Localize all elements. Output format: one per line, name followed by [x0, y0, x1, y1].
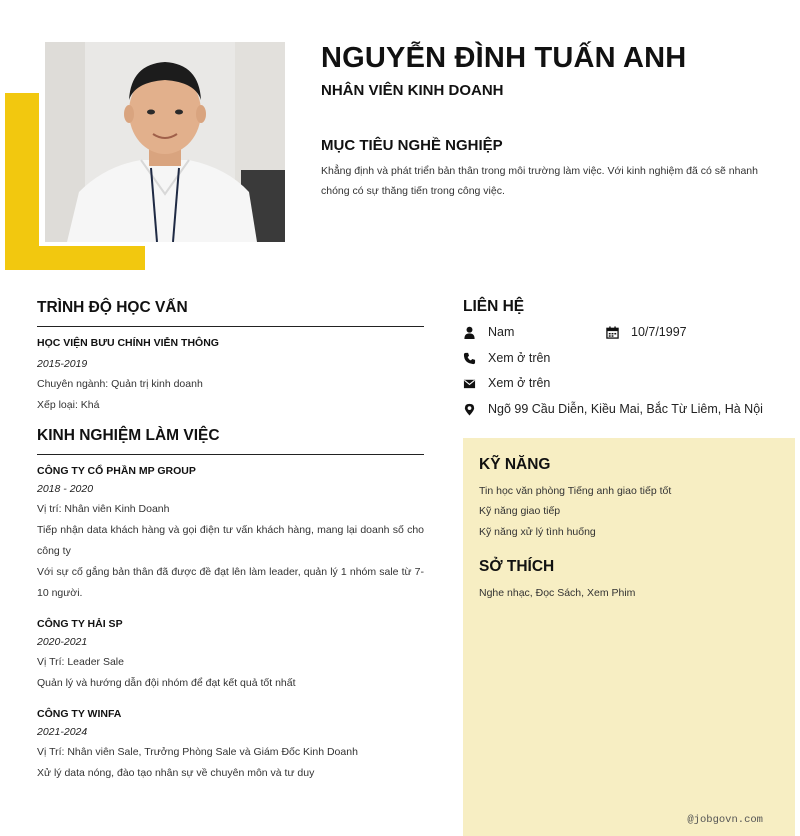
hobbies-heading: SỞ THÍCH	[479, 558, 555, 575]
gender-value: Nam	[488, 325, 515, 339]
education-section	[37, 299, 424, 317]
job-detail: Xử lý data nóng, đào tạo nhân sự về chuyên môn và tư duy	[37, 767, 315, 779]
education-grade: Xếp loại: Khá	[37, 399, 100, 411]
job-period: 2021-2024	[37, 726, 88, 738]
location-pin-icon	[463, 403, 476, 416]
skill-item: Kỹ năng xử lý tình huống	[479, 526, 596, 538]
job-title: NHÂN VIÊN KINH DOANH	[321, 82, 504, 99]
education-entry	[37, 335, 424, 416]
accent-bar-horizontal	[5, 246, 145, 270]
contact-gender	[463, 325, 514, 339]
address-value: Ngõ 99 Cầu Diễn, Kiều Mai, Bắc Từ Liêm, Hà Nội	[488, 402, 763, 416]
skills-hobbies-panel	[463, 438, 795, 836]
mail-icon	[463, 377, 476, 390]
contact-email	[463, 376, 550, 390]
job-company: CÔNG TY WINFA	[37, 708, 122, 720]
job-detail: Vị trí: Nhân viên Kinh Doanh	[37, 503, 170, 515]
education-heading: TRÌNH ĐỘ HỌC VẤN	[37, 299, 188, 316]
contact-birthday	[606, 325, 687, 339]
accent-bar-vertical	[5, 93, 39, 270]
contact-phone	[463, 351, 550, 365]
experience-job	[37, 616, 424, 694]
candidate-name: NGUYỄN ĐÌNH TUẤN ANH	[321, 42, 687, 74]
education-divider	[37, 326, 424, 327]
experience-divider	[37, 454, 424, 455]
job-detail: Vị Trí: Nhân viên Sale, Trưởng Phòng Sale và Giám Đốc Kinh Doanh	[37, 746, 358, 758]
calendar-icon	[606, 326, 619, 339]
objective-heading: MỤC TIÊU NGHỀ NGHIỆP	[321, 137, 503, 154]
experience-section	[37, 427, 424, 445]
contact-address	[463, 402, 763, 416]
education-years: 2015-2019	[37, 358, 88, 370]
job-detail: Vị Trí: Leader Sale	[37, 656, 124, 668]
phone-value[interactable]: Xem ở trên	[488, 351, 551, 365]
skill-item: Kỹ năng giao tiếp	[479, 505, 561, 517]
person-icon	[463, 326, 476, 339]
contact-heading: LIÊN HỆ	[463, 298, 525, 315]
experience-job	[37, 706, 424, 784]
skills-heading: KỸ NĂNG	[479, 456, 551, 473]
job-period: 2018 - 2020	[37, 483, 94, 495]
education-major: Chuyên ngành: Quản trị kinh doanh	[37, 378, 203, 390]
phone-icon	[463, 352, 476, 365]
watermark: @jobgovn.com	[687, 814, 763, 826]
job-company: CÔNG TY CỔ PHẦN MP GROUP	[37, 465, 196, 477]
experience-job	[37, 463, 424, 604]
profile-photo	[45, 42, 285, 242]
job-detail: Quản lý và hướng dẫn đội nhóm để đạt kết quả tốt nhất	[37, 677, 296, 689]
birthday-value: 10/7/1997	[631, 325, 687, 339]
hobbies-text: Nghe nhạc, Đọc Sách, Xem Phim	[479, 587, 636, 599]
email-value[interactable]: Xem ở trên	[488, 376, 551, 390]
skill-item: Tin học văn phòng Tiếng anh giao tiếp tốt	[479, 485, 672, 497]
objective-text: Khẳng định và phát triển bản thân trong môi trường làm việc. Với kinh nghiệm đã có sẽ nhanh chóng có sự thăng tiến trong công việc.	[321, 165, 758, 197]
job-detail: Tiếp nhận data khách hàng và gọi điện tư vấn khách hàng, mang lại doanh số cho công ty	[37, 524, 424, 557]
job-company: CÔNG TY HẢI SP	[37, 618, 123, 630]
education-school: HỌC VIỆN BƯU CHÍNH VIỄN THÔNG	[37, 337, 219, 349]
experience-heading: KINH NGHIỆM LÀM VIỆC	[37, 427, 220, 444]
job-detail: Với sự cố gắng bản thân đã được đề đạt lên làm leader, quản lý 1 nhóm sale từ 7-10 người.	[37, 566, 424, 599]
job-period: 2020-2021	[37, 636, 88, 648]
